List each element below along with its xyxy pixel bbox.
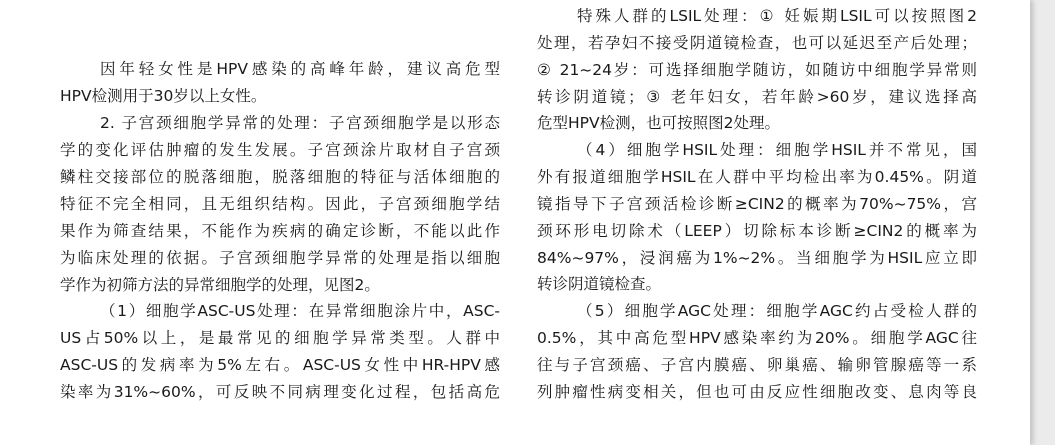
text-line: 84%~97%，浸润癌为1%~2%。当细胞学为HSIL应立即 [537,249,977,267]
text-line: 转诊阴道镜检查。 [537,275,662,293]
text-line: 颈环形电切除术（LEEP）切除标本诊断≥CIN2的概率为 [537,222,977,240]
text-line: US占50%以上，是最常见的细胞学异常类型。人群中 [60,329,500,347]
section-heading-line: 2. 子宫颈细胞学异常的处理：子宫颈细胞学是以形态 [100,114,500,132]
text-line: 因年轻女性是HPV感染的高峰年龄，建议高危型 [100,60,500,78]
text-line: 转诊阴道镜；③ 老年妇女，若年龄>60岁，建议选择高 [537,88,977,106]
subsection-heading-line: （1）细胞学ASC-US处理：在异常细胞涂片中，ASC- [100,302,500,320]
text-line: 0.5%，其中高危型HPV感染率约为20%。细胞学AGC往 [537,329,977,347]
subsection-heading-line: （4）细胞学HSIL处理：细胞学HSIL并不常见，国 [577,141,977,159]
text-line: 学的变化评估肿瘤的发生发展。子宫颈涂片取材自子宫颈 [60,141,500,159]
text-line: 鳞柱交接部位的脱落细胞，脱落细胞的特征与活体细胞的 [60,168,500,186]
text-line: 列肿瘤性病变相关，但也可由反应性细胞改变、息肉等良 [537,383,977,401]
text-line: HPV检测用于30岁以上女性。 [60,87,267,105]
text-line: 特殊人群的LSIL处理：① 妊娠期LSIL可以按照图2 [577,7,977,25]
text-line: 危型HPV检测，也可按照图2处理。 [537,114,780,132]
text-line: ASC-US的发病率为5%左右。ASC-US女性中HR-HPV感 [60,356,500,374]
text-line: 特征不完全相同，且无组织结构。因此，子宫颈细胞学结 [60,195,500,213]
text-line: 外有报道细胞学HSIL在人群中平均检出率为0.45%。阴道 [537,168,977,186]
text-line: 果作为筛查结果，不能作为疾病的确定诊断，不能以此作 [60,222,500,240]
text-line: 处理，若孕妇不接受阴道镜检查，也可以延迟至产后处理； [537,34,977,52]
text-line: 为临床处理的依据。子宫颈细胞学异常的处理是指以细胞 [60,249,500,267]
text-line: 往与子宫颈癌、子宫内膜癌、卵巢癌、输卵管腺癌等一系 [537,356,977,374]
text-line: 镜指导下子宫颈活检诊断≥CIN2的概率为70%~75%，宫 [537,195,977,213]
text-line: 染率为31%~60%，可反映不同病理变化过程，包括高危 [60,383,500,401]
subsection-heading-line: （5）细胞学AGC处理：细胞学AGC约占受检人群的 [577,302,977,320]
text-line: ② 21~24岁：可选择细胞学随访，如随访中细胞学异常则 [537,61,977,79]
text-line: 学作为初筛方法的异常细胞学的处理，见图2。 [60,276,380,294]
